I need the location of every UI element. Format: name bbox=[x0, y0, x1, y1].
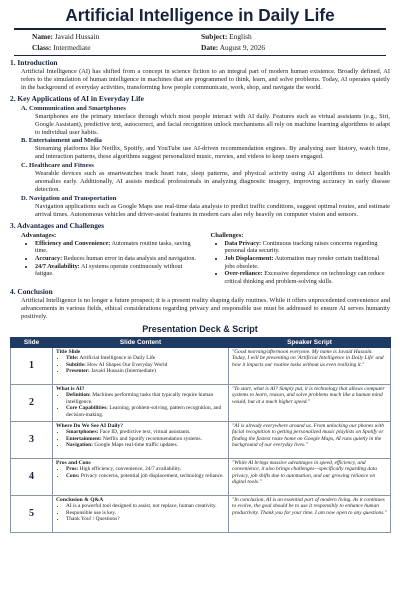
subsection-heading: B. Entertainment and Media bbox=[21, 137, 102, 145]
subsection-healthcare bbox=[10, 162, 390, 194]
slide-title: Where Do We See AI Daily? bbox=[56, 423, 124, 430]
class-value: Intermediate bbox=[53, 43, 91, 52]
slide-title: Title Slide bbox=[56, 349, 81, 356]
challenges-list bbox=[211, 240, 391, 286]
bullet-text: Netflix and Spotify recommendation systems. bbox=[101, 435, 202, 442]
pros-cons-columns bbox=[10, 232, 390, 286]
slide-bullets bbox=[56, 429, 225, 448]
table-row bbox=[11, 348, 391, 385]
list-item bbox=[66, 392, 225, 405]
table-row bbox=[11, 459, 391, 496]
slide-content bbox=[53, 496, 229, 533]
list-item bbox=[35, 263, 201, 278]
slide-content bbox=[53, 385, 229, 422]
deck-table bbox=[10, 337, 391, 533]
section-heading: 3. Advantages and Challenges bbox=[10, 220, 105, 230]
subject-row bbox=[201, 32, 370, 42]
bullet-term: Definition: bbox=[66, 392, 91, 399]
subsection-heading: A. Communication and Smartphones bbox=[21, 104, 126, 112]
challenges-label: Challenges: bbox=[210, 231, 244, 239]
bullet-text: Thank You! / Questions? bbox=[66, 516, 120, 523]
table-row bbox=[11, 496, 391, 533]
bullet-text: Responsible use is key. bbox=[66, 509, 116, 516]
bullet-text: Face ID, predictive text, virtual assistants. bbox=[98, 429, 191, 436]
name-row bbox=[32, 32, 201, 42]
section-advantages-challenges bbox=[10, 221, 390, 286]
advantages-label: Advantages: bbox=[21, 231, 57, 239]
slide-content bbox=[53, 459, 229, 496]
table-row bbox=[11, 422, 391, 459]
bullet-term: Cons: bbox=[66, 472, 80, 479]
bullet-text: High efficiency, convenience, 24/7 availability. bbox=[78, 466, 182, 473]
list-item bbox=[225, 255, 391, 270]
subsection-heading: C. Healthcare and Fitness bbox=[21, 162, 94, 170]
table-row bbox=[11, 385, 391, 422]
challenges-column bbox=[211, 232, 391, 286]
bullet-term: Entertainment: bbox=[66, 435, 102, 442]
slide-bullets bbox=[56, 355, 225, 374]
slide-bullets bbox=[56, 503, 225, 522]
advantages-list bbox=[21, 240, 201, 278]
speaker-script: "Good morning/afternoon everyone. My name is Javaid Hussain. Today, I will be presenting on 'Artificial Intelligence in Daily Life' and how it impacts our routine tasks without us even realizing it." bbox=[229, 348, 391, 385]
bullet-text: Artificial Intelligence in Daily Life bbox=[78, 355, 156, 362]
list-item bbox=[66, 368, 225, 374]
date-row bbox=[201, 43, 370, 53]
class-row bbox=[32, 43, 201, 53]
list-item bbox=[66, 473, 225, 479]
slide-content bbox=[53, 422, 229, 459]
slide-number: 4 bbox=[11, 459, 53, 496]
list-item bbox=[35, 240, 201, 255]
bullet-text: Machines performing tasks that typically require human intelligence. bbox=[66, 392, 214, 405]
bullet-text: Privacy concerns, potential job displacement, technology reliance. bbox=[79, 472, 224, 479]
subsection-navigation bbox=[10, 195, 390, 219]
document-title: Artificial Intelligence in Daily Life bbox=[65, 5, 335, 25]
slide-title: What is AI? bbox=[56, 386, 85, 393]
advantages-column bbox=[21, 232, 201, 286]
table-header-row bbox=[11, 338, 391, 348]
bullet-term: Subtitle: bbox=[66, 361, 86, 368]
list-item bbox=[66, 442, 225, 448]
speaker-script: "AI is already everywhere around us. From unlocking our phones with facial recognition to getting personalized music playlists on Spotify or finding the fastest route home on Google Maps, AI runs quietly in the background of our everyday lives." bbox=[229, 422, 391, 459]
column-header: Speaker Script bbox=[229, 338, 391, 348]
section-applications bbox=[10, 94, 390, 219]
bullet-term: Navigation: bbox=[66, 442, 93, 449]
column-header: Slide Content bbox=[53, 338, 229, 348]
list-item bbox=[225, 270, 391, 285]
bullet-term: Pros: bbox=[66, 466, 79, 473]
speaker-script: "To start, what is AI? Simply put, it is technology that allows computer systems to learn, reason, and solve problems much like a human mind would, but at a much higher speed." bbox=[229, 385, 391, 422]
subsection-body: Navigation applications such as Google Maps use real-time data analysis to predict traffic conditions, suggest optimal routes, and estimate arrival times. Autonomous vehicles and driver-assist features in modern cars also rely heavily on computer vision and sensors. bbox=[35, 202, 390, 218]
item-term: Efficiency and Convenience: bbox=[35, 239, 111, 247]
date-label: Date: bbox=[201, 43, 219, 52]
subsection-body: Wearable devices such as smartwatches track heart rate, sleep patterns, and physical activity using AI algorithms to detect health anomalies early. Additionally, AI assists medical professionals in analyzing diagnostic imagery, improving accuracy in early disease detection. bbox=[35, 170, 390, 194]
bullet-text: AI is a powerful tool designed to assist, not replace, human creativity. bbox=[66, 503, 217, 510]
bullet-term: Core Capabilities: bbox=[66, 405, 108, 412]
meta-rule bbox=[14, 55, 386, 56]
list-item bbox=[35, 255, 201, 263]
item-text: Automation may render certain traditional jobs obsolete. bbox=[224, 254, 380, 270]
name-label: Name: bbox=[32, 32, 53, 41]
item-term: Job Displacement: bbox=[224, 254, 274, 262]
slide-number: 5 bbox=[11, 496, 53, 533]
item-term: 24/7 Availability: bbox=[35, 262, 80, 270]
bullet-term: Title: bbox=[66, 355, 79, 362]
bullet-text: How AI Shapes Our Everyday World bbox=[85, 361, 168, 368]
bullet-text: Google Maps real-time traffic updates. bbox=[92, 442, 178, 449]
subsection-heading: D. Navigation and Transportation bbox=[21, 194, 117, 202]
slide-number: 2 bbox=[11, 385, 53, 422]
bullet-term: Presenter: bbox=[66, 368, 90, 375]
date-value: August 9, 2026 bbox=[219, 43, 266, 52]
subsection-body: Smartphones are the primary interface through which most people interact with AI daily. Features such as virtual assistants (e.g., Siri, Google Assistant), predictive text, autocorrect, and facial recognition unlock mechanisms all rely on machine learning algorithms to adapt to individual user habits. bbox=[35, 112, 390, 136]
slide-content bbox=[53, 348, 229, 385]
subject-label: Subject: bbox=[201, 32, 228, 41]
subsection-body: Streaming platforms like Netflix, Spotify, and YouTube use AI-driven recommendation engines. By analysing user history, watch time, and interaction patterns, these algorithms suggest personalized music, movies, and videos to keep users engaged. bbox=[35, 145, 390, 161]
subsection-entertainment bbox=[10, 137, 390, 161]
section-heading: 2. Key Applications of AI in Everyday Life bbox=[10, 93, 144, 103]
item-text: Reduces human error in data analysis and navigation. bbox=[62, 254, 197, 262]
section-body: Artificial Intelligence is no longer a future prospect; it is a present reality shaping daily routines. While it offers unprecedented convenience and advancements in various fields, ethical considerations regarding privacy and responsible use must be addressed to ensure AI serves humanity positively. bbox=[21, 297, 390, 321]
student-info bbox=[32, 32, 370, 53]
speaker-script: "While AI brings massive advantages in speed, efficiency, and convenience, it also brings challenges—specifically regarding data privacy, job shifts due to automation, and our growing reliance on digital tools." bbox=[229, 459, 391, 496]
slide-number: 1 bbox=[11, 348, 53, 385]
item-term: Accuracy: bbox=[35, 254, 63, 262]
list-item bbox=[66, 516, 225, 522]
item-text: AI systems operate continuously without fatigue. bbox=[35, 262, 183, 278]
bullet-text: Javaid Hussain (Intermediate) bbox=[89, 368, 156, 375]
slide-number: 3 bbox=[11, 422, 53, 459]
section-heading: 4. Conclusion bbox=[10, 287, 53, 297]
item-term: Over-reliance: bbox=[224, 270, 263, 278]
slide-bullets bbox=[56, 466, 225, 479]
deck-title: Presentation Deck & Script bbox=[142, 324, 258, 335]
item-text: Continuous tracking raises concerns regarding personal data security. bbox=[224, 239, 378, 255]
bullet-term: Smartphones: bbox=[66, 429, 99, 436]
item-text: Excessive dependence on technology can reduce critical thinking and problem-solving skills. bbox=[224, 270, 385, 285]
list-item bbox=[66, 405, 225, 418]
item-text: Automates routine tasks, saving time. bbox=[35, 239, 191, 255]
section-body: Artificial Intelligence (AI) has shifted from a concept in science fiction to an integral part of modern human existence. Broadly defined, AI refers to the simulation of human intelligence in machines that are programmed to think, learn, and solve problems. Today, AI operates quietly in the background of everyday activities, transforming how people communicate, work, shop, and navigate the world. bbox=[21, 68, 390, 91]
section-heading: 1. Introduction bbox=[10, 58, 58, 67]
list-item bbox=[225, 240, 391, 255]
title-rule bbox=[14, 28, 386, 30]
class-label: Class: bbox=[32, 43, 52, 52]
subsection-communication bbox=[10, 105, 390, 137]
speaker-script: "In conclusion, AI is an essential part of modern living. As it continues to evolve, the goal should be to use it responsibly to enhance human productivity. Thank you for your time. I am now open to any questions." bbox=[229, 496, 391, 533]
column-header: Slide bbox=[11, 338, 53, 348]
bullet-text: Learning, problem-solving, pattern recognition, and decision-making. bbox=[66, 405, 222, 418]
slide-title: Pros and Cons bbox=[56, 460, 91, 467]
section-introduction bbox=[10, 58, 390, 92]
name-value: Javaid Hussain bbox=[54, 32, 100, 41]
slide-title: Conclusion & Q&A bbox=[56, 497, 104, 504]
section-conclusion bbox=[10, 287, 390, 321]
slide-bullets bbox=[56, 392, 225, 418]
item-term: Data Privacy: bbox=[224, 239, 262, 247]
subject-value: English bbox=[229, 32, 252, 41]
